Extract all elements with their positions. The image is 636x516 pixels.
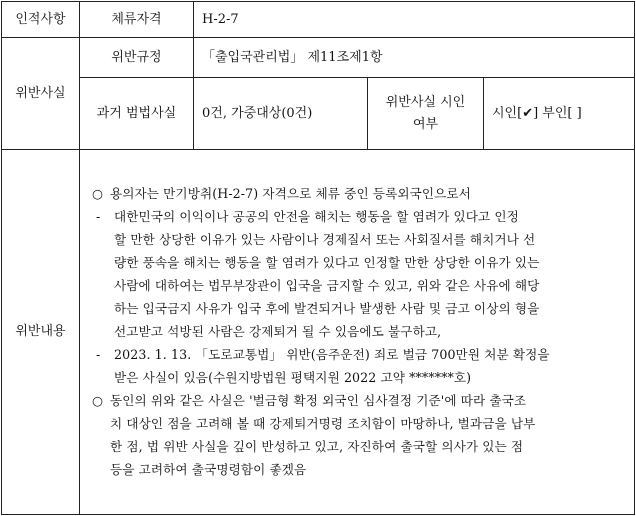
past-offense-value bbox=[194, 78, 368, 150]
paragraph-line: 선고받고 석방된 사람은 강제퇴거 될 수 있음에도 불구하고, bbox=[114, 324, 442, 339]
paragraph-line: 받은 사실이 있음(수원지방법원 평택지원 2022 고약 *******호) bbox=[114, 370, 472, 385]
paragraph-line: 동인의 위와 같은 사실은 '벌금형 확정 외국인 심사결정 기준'에 따라 출국조 bbox=[110, 393, 527, 408]
paragraph-marker: - bbox=[96, 347, 101, 362]
detail-paragraph bbox=[92, 389, 622, 481]
paragraph-marker: ○ bbox=[92, 393, 104, 408]
rule-value bbox=[194, 38, 634, 78]
admission-value-text: 시인[✔] 부인[ ] bbox=[492, 105, 582, 121]
admission-value bbox=[484, 78, 634, 150]
violation-facts-label bbox=[2, 38, 80, 150]
rule-value-text: 「출입국관리법」 제11조제1항 bbox=[202, 49, 383, 65]
detail-paragraph bbox=[92, 343, 622, 389]
paragraph-line: 하는 입국금지 사유가 입국 후에 발견되거나 발생한 사람 및 금고 이상의 형을 bbox=[114, 301, 540, 316]
paragraph-line: 할 만한 상당한 이유가 있는 사람이나 경제질서 또는 사회질서를 해치거나 선 bbox=[114, 232, 536, 247]
status-label bbox=[80, 2, 194, 38]
admission-label-line2: 여부 bbox=[412, 116, 439, 132]
personal-info-label-text: 인적사항 bbox=[15, 11, 66, 27]
past-offense-label-text: 과거 범법사실 bbox=[96, 105, 177, 121]
paragraph-line: 한 점, 법 위반 사실을 깊이 반성하고 있고, 자진하여 출국할 의사가 있는 점 bbox=[110, 439, 524, 454]
past-offense-value-text: 0건, 가중대상(0건) bbox=[202, 105, 313, 121]
past-offense-label bbox=[80, 78, 194, 150]
status-label-text: 체류자격 bbox=[111, 11, 162, 27]
violation-details-content bbox=[80, 150, 634, 514]
paragraph-line: 등을 고려하여 출국명령함이 좋겠음 bbox=[110, 462, 307, 477]
admission-label-line1: 위반사실 시인 bbox=[385, 94, 466, 110]
paragraph-marker: ○ bbox=[92, 186, 104, 201]
violation-report-table bbox=[1, 1, 635, 515]
status-value bbox=[194, 2, 634, 38]
rule-label-text: 위반규정 bbox=[111, 49, 162, 65]
rule-label bbox=[80, 38, 194, 78]
detail-paragraph bbox=[92, 205, 622, 343]
paragraph-line: 치 대상인 점을 고려해 볼 때 강제퇴거명령 조치함이 마땅하나, 벌과금을 납부 bbox=[110, 416, 536, 431]
personal-info-label bbox=[2, 2, 80, 38]
paragraph-line: 량한 풍속을 해치는 행동을 할 염려가 있다고 인정할 만한 상당한 이유가 있는 bbox=[114, 255, 540, 270]
admission-label bbox=[368, 78, 484, 150]
paragraph-line: 용의자는 만기방취(H-2-7) 자격으로 체류 중인 등록외국인으로서 bbox=[110, 186, 471, 201]
paragraph-line: 대한민국의 이익이나 공공의 안전을 해치는 행동을 할 염려가 있다고 인정 bbox=[114, 209, 519, 224]
violation-details-label bbox=[2, 150, 80, 514]
detail-paragraph bbox=[92, 182, 622, 205]
status-value-text: H-2-7 bbox=[202, 11, 239, 27]
paragraph-marker: - bbox=[96, 209, 101, 224]
violation-details-label-text: 위반내용 bbox=[15, 324, 66, 339]
paragraph-line: 2023. 1. 13. 「도로교통법」 위반(음주운전) 죄로 벌금 700만원 처분 확정을 bbox=[114, 347, 550, 362]
paragraph-line: 사람에 대하여는 법무부장관이 입국을 금지할 수 있고, 위와 같은 사유에 해당 bbox=[114, 278, 540, 293]
violation-facts-label-text: 위반사실 bbox=[15, 85, 66, 101]
